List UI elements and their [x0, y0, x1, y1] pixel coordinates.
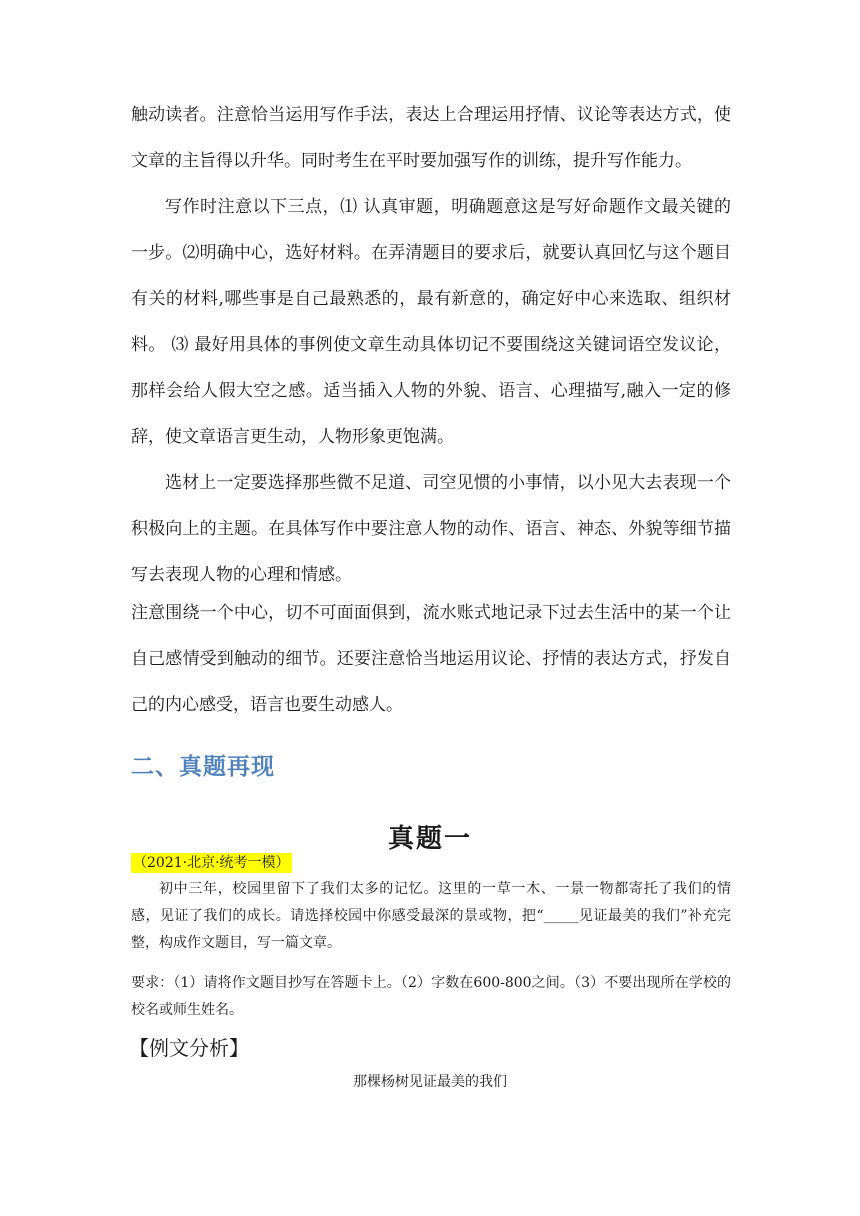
exam-source-tag: （2021·北京·统考一模）	[133, 855, 290, 871]
exam-requirements: 要求：（1）请将作文题目抄写在答题卡上。（2）字数在600-800之间。（3）不要出现所在学校的校名或师生姓名。	[131, 975, 731, 1018]
paragraph-intro-continuation: 触动读者。注意恰当运用写作手法，表达上合理运用抒情、议论等表达方式，使文章的主旨得以升华。同时考生在平时要加强写作的训练，提升写作能力。	[131, 105, 731, 171]
example-analysis-label: 【例文分析】	[129, 1036, 249, 1060]
section-heading: 二、真题再现	[131, 754, 275, 780]
exam-title: 真题一	[387, 824, 472, 854]
essay-title: 那棵杨树见证最美的我们	[353, 1074, 507, 1090]
exam-prompt: 初中三年，校园里留下了我们太多的记忆。这里的一草一木、一景一物都寄托了我们的情感，见证了我们的成长。请选择校园中你感受最深的景或物，把“_____见证最美的我们”补充完整，构成作文题目，写一篇文章。	[131, 881, 731, 951]
paragraph-center-focus: 注意围绕一个中心，切不可面面俱到，流水账式地记录下过去生活中的某一个让自己感情受到触动的细节。还要注意恰当地运用议论、抒情的表达方式，抒发自己的内心感受，语言也要生动感人。	[131, 603, 731, 715]
paragraph-writing-tips: 写作时注意以下三点，⑴ 认真审题，明确题意这是写好命题作文最关键的一步。⑵明确中心，选好材料。在弄清题目的要求后，就要认真回忆与这个题目有关的材料,哪些事是自己最熟悉的，最有新意的，确定好中心来选取、组织材料。 ⑶ 最好用具体的事例使文章生动具体切记不要围绕这关键词语空发议论，那样会给人假大空之感。适当插入人物的外貌、语言、心理描写,融入一定的修辞，使文章语言更生动，人物形象更饱满。	[131, 197, 731, 447]
paragraph-material-selection: 选材上一定要选择那些微不足道、司空见惯的小事情，以小见大去表现一个积极向上的主题。在具体写作中要注意人物的动作、语言、神态、外貌等细节描写去表现人物的心理和情感。	[131, 473, 731, 585]
